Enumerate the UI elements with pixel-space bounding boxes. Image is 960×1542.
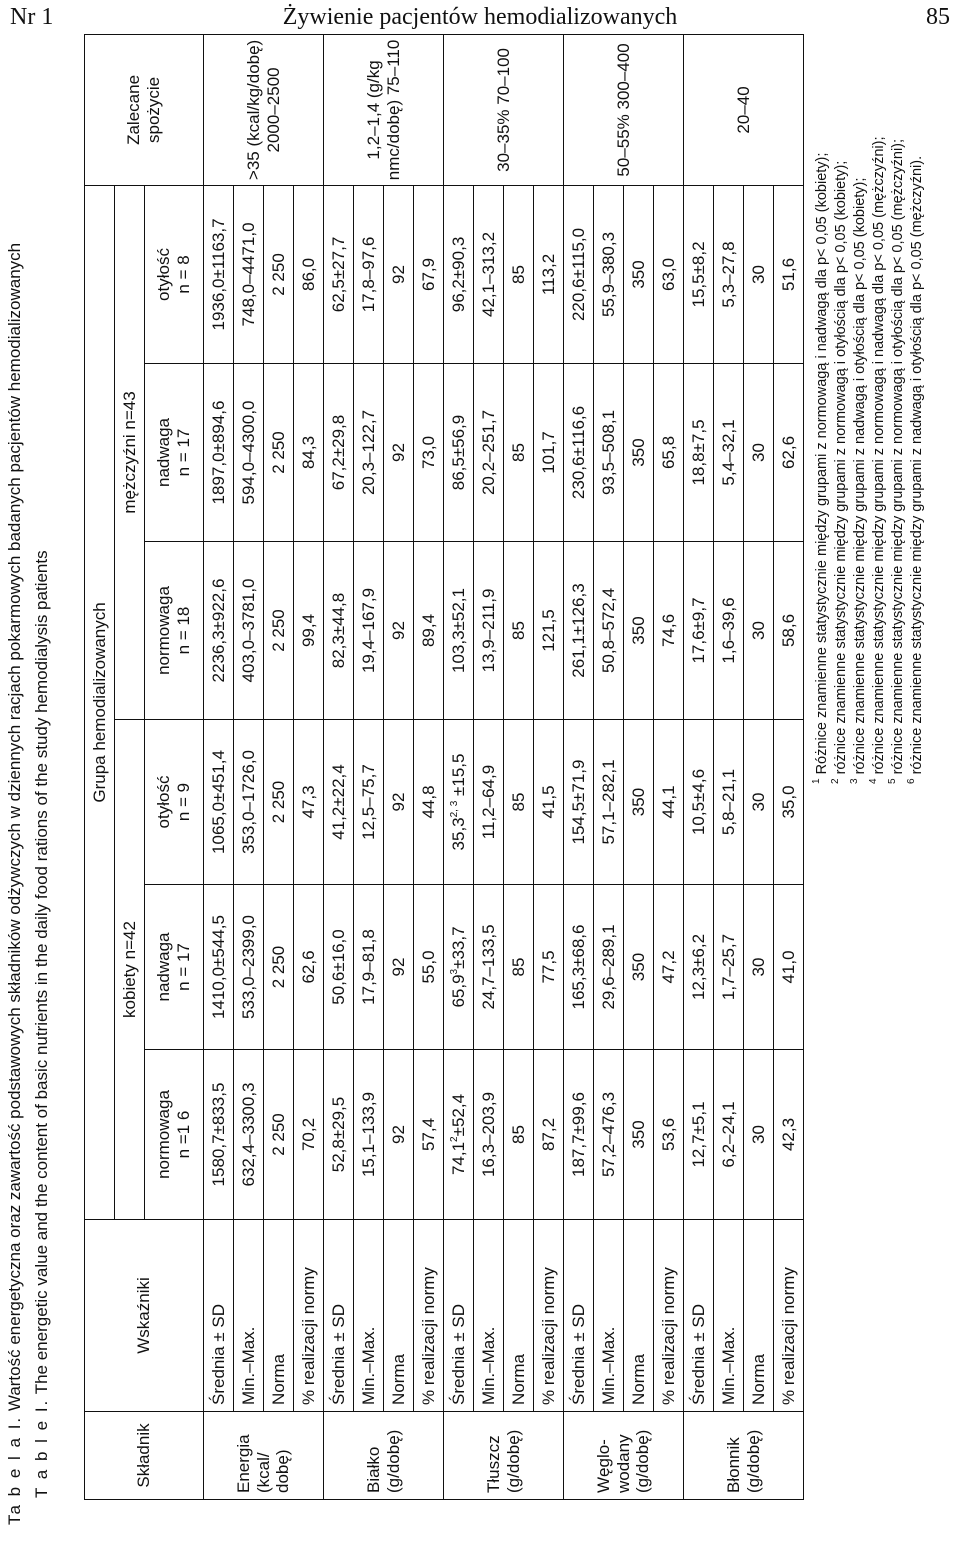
- table-cell: 62,6: [774, 364, 804, 542]
- table-cell: 101,7: [534, 364, 564, 542]
- table-cell: 18,8±7,5: [684, 364, 714, 542]
- table-cell: 2 250: [264, 364, 294, 542]
- table-cell: 30: [744, 364, 774, 542]
- table-cell: 154,5±71,9: [564, 720, 594, 885]
- subgroup-name: nadwaga: [154, 418, 174, 488]
- table-cell: 403,0–3781,0: [234, 542, 264, 720]
- table-row: [444, 34, 474, 1499]
- table-row: [594, 34, 624, 1499]
- table-cell: 12,5–75,7: [354, 720, 384, 885]
- table-cell: 16,3–203,9: [474, 1050, 504, 1220]
- table-row: [384, 34, 414, 1499]
- table-cell: 20,3–122,7: [354, 364, 384, 542]
- table-cell: 17,6±9,7: [684, 542, 714, 720]
- table-cell: 2 250: [264, 720, 294, 885]
- table-cell: 5,4–32,1: [714, 364, 744, 542]
- footnote-text: Różnice znamienne statystycznie między grupami z normowagą i nadwagą dla p< 0,05 (kobiety);: [814, 152, 830, 779]
- component-name: [324, 1412, 444, 1500]
- table-cell: 89,4: [414, 542, 444, 720]
- component-name: [564, 1412, 684, 1500]
- table-cell: 42,3: [774, 1050, 804, 1220]
- indicator-label: Norma: [384, 1220, 414, 1412]
- indicator-label: % realizacji normy: [774, 1220, 804, 1412]
- table-row: [324, 34, 354, 1499]
- table-cell: 19,4–167,9: [354, 542, 384, 720]
- table-cell: 230,6±116,6: [564, 364, 594, 542]
- table-cell: 2 250: [264, 185, 294, 363]
- table-row: [714, 34, 744, 1499]
- indicator-label: Norma: [744, 1220, 774, 1412]
- subgroup-n: n = 8: [174, 255, 193, 294]
- footnote: [908, 137, 927, 785]
- table-cell: 353,0–1726,0: [234, 720, 264, 885]
- component-name: [684, 1412, 804, 1500]
- table-cell: 50,6±16,0: [324, 885, 354, 1050]
- table-cell: 92: [384, 364, 414, 542]
- footnotes: [813, 137, 927, 785]
- footnote-text: różnice znamienne statystycznie między grupami z normowagą i nadwagą dla p< 0,05 (mężczyźni);: [871, 136, 887, 779]
- table-cell: 92: [384, 1050, 414, 1220]
- rotated-table-page: [0, 30, 955, 1530]
- table-cell: 594,0–4300,0: [234, 364, 264, 542]
- table-row: [564, 34, 594, 1499]
- footnote-text: różnice znamienne statystycznie między grupami z nadwagą i otyłością dla p< 0,05 (kobiety);: [852, 177, 868, 779]
- footnote: [813, 137, 832, 785]
- table-row: [474, 34, 504, 1499]
- table-cell: 87,2: [534, 1050, 564, 1220]
- footnote: [889, 137, 908, 785]
- indicator-label: % realizacji normy: [294, 1220, 324, 1412]
- table-cell: 30: [744, 720, 774, 885]
- subgroup-name: normowaga: [154, 586, 174, 675]
- component-name-line: Białko: [363, 1446, 383, 1493]
- table-cell: 1,6–39,6: [714, 542, 744, 720]
- table-cell: 29,6–289,1: [594, 885, 624, 1050]
- table-cell: 350: [624, 185, 654, 363]
- table-cell: 96,2±90,3: [444, 185, 474, 363]
- table-cell: 1,7–25,7: [714, 885, 744, 1050]
- footnote-number: 4: [868, 778, 879, 784]
- table-cell: 30: [744, 185, 774, 363]
- footnote-number: 2: [830, 778, 841, 784]
- recommended-intake: 20–40: [684, 34, 804, 185]
- table-cell: 82,3±44,8: [324, 542, 354, 720]
- subgroup-name: normowaga: [154, 1090, 174, 1179]
- table-row: [654, 34, 684, 1499]
- table-cell: 92: [384, 720, 414, 885]
- component-name-line: (g/dobę): [383, 1429, 403, 1493]
- table-cell: 44,1: [654, 720, 684, 885]
- table-cell: 165,3±68,6: [564, 885, 594, 1050]
- table-cell: 1580,7±833,5: [204, 1050, 234, 1220]
- table-cell: 47,2: [654, 885, 684, 1050]
- indicator-label: Min.–Max.: [234, 1220, 264, 1412]
- group-women: kobiety n=42: [115, 720, 145, 1220]
- indicator-label: Norma: [624, 1220, 654, 1412]
- table-cell: 113,2: [534, 185, 564, 363]
- table-cell: 1897,0±894,6: [204, 364, 234, 542]
- table-cell: 1065,0±451,4: [204, 720, 234, 885]
- indicator-label: Min.–Max.: [474, 1220, 504, 1412]
- table-cell: 51,6: [774, 185, 804, 363]
- table-cell: 42,1–313,2: [474, 185, 504, 363]
- table-row: [684, 34, 714, 1499]
- caption-english: T a b l e I. The energetic value and the content of basic nutrients in the daily food rations of the study hemodialysis patients: [32, 550, 51, 1498]
- table-cell: 350: [624, 364, 654, 542]
- col-group: Grupa hemodializowanych: [85, 185, 115, 1219]
- table-cell: 86,5±56,9: [444, 364, 474, 542]
- table-cell: 261,1±126,3: [564, 542, 594, 720]
- table-cell: 53,6: [654, 1050, 684, 1220]
- footnote-text: różnice znamienne statystycznie między grupami z normowagą i otyłością dla p< 0,05 (mężczyźni);: [890, 138, 906, 779]
- indicator-label: % realizacji normy: [534, 1220, 564, 1412]
- col-recommended: Zalecane spożycie: [85, 34, 204, 185]
- table-cell: 67,2±29,8: [324, 364, 354, 542]
- table-cell: 35,0: [774, 720, 804, 885]
- subgroup-header: [145, 720, 204, 885]
- indicator-label: Norma: [504, 1220, 534, 1412]
- table-cell: 63,0: [654, 185, 684, 363]
- table-cell: 77,5: [534, 885, 564, 1050]
- table-cell: 30: [744, 885, 774, 1050]
- table-row: [744, 34, 774, 1499]
- footnote-number: 3: [849, 778, 860, 784]
- running-title: Żywienie pacjentów hemodializowanych: [282, 4, 678, 30]
- table-cell: 103,3±52,1: [444, 542, 474, 720]
- table-row: [774, 34, 804, 1499]
- footnote-ref: 2, 3: [448, 800, 460, 818]
- table-cell: 533,0–2399,0: [234, 885, 264, 1050]
- subgroup-header: [145, 364, 204, 542]
- table-cell: 350: [624, 1050, 654, 1220]
- subgroup-name: otyłość: [154, 775, 174, 829]
- group-men: mężczyźni n=43: [115, 185, 145, 719]
- indicator-label: Min.–Max.: [714, 1220, 744, 1412]
- table-cell: 220,6±115,0: [564, 185, 594, 363]
- table-row: [294, 34, 324, 1499]
- indicator-label: Średnia ± SD: [444, 1220, 474, 1412]
- footnote-number: 5: [887, 778, 898, 784]
- component-name-line: (g/dobę): [743, 1429, 763, 1493]
- table-cell: 57,1–282,1: [594, 720, 624, 885]
- footnote-number: 1: [811, 778, 822, 784]
- recommended-intake: >35 (kcal/kg/dobę) 2000–2500: [204, 34, 324, 185]
- subgroup-n: n = 9: [174, 782, 193, 822]
- table-cell: 5,8–21,1: [714, 720, 744, 885]
- table-cell: 30: [744, 542, 774, 720]
- table-cell: $65,9^3\pm 33,7$: [444, 885, 474, 1050]
- indicator-label: % realizacji normy: [414, 1220, 444, 1412]
- table-cell: 84,3: [294, 364, 324, 542]
- table-cell: 10,5±4,6: [684, 720, 714, 885]
- table-cell: 50,8–572,4: [594, 542, 624, 720]
- table-row: [624, 34, 654, 1499]
- indicator-label: Min.–Max.: [594, 1220, 624, 1412]
- footnote: [870, 137, 889, 785]
- table-cell: 15,1–133,9: [354, 1050, 384, 1220]
- table-cell: 85: [504, 885, 534, 1050]
- recommended-intake: 1,2–1,4 (g/kg nmc/dobę) 75–110: [324, 34, 444, 185]
- table-cell: 13,9–211,9: [474, 542, 504, 720]
- table-row: [264, 34, 294, 1499]
- component-name-line: wodany: [613, 1434, 633, 1493]
- table-cell: 187,7±99,6: [564, 1050, 594, 1220]
- table-cell: 65,8: [654, 364, 684, 542]
- footnote: [832, 137, 851, 785]
- table-cell: 85: [504, 720, 534, 885]
- table-cell: 70,2: [294, 1050, 324, 1220]
- table-cell: 99,4: [294, 542, 324, 720]
- table-cell: 47,3: [294, 720, 324, 885]
- table-cell: 57,2–476,3: [594, 1050, 624, 1220]
- issue-number: Nr 1: [10, 4, 54, 30]
- subgroup-header: [145, 185, 204, 363]
- table-cell: 350: [624, 542, 654, 720]
- component-name: [444, 1412, 564, 1500]
- table-cell: 41,2±22,4: [324, 720, 354, 885]
- component-name: [204, 1412, 324, 1500]
- recommended-intake: 30–35% 70–100: [444, 34, 564, 185]
- table-cell: 20,2–251,7: [474, 364, 504, 542]
- table-cell: 92: [384, 885, 414, 1050]
- col-component: Składnik: [85, 1412, 204, 1500]
- indicator-label: Średnia ± SD: [204, 1220, 234, 1412]
- table-cell: 17,9–81,8: [354, 885, 384, 1050]
- table-cell: 93,5–508,1: [594, 364, 624, 542]
- table-cell: 748,0–4471,0: [234, 185, 264, 363]
- table-cell: 2 250: [264, 542, 294, 720]
- subgroup-header: [145, 542, 204, 720]
- table-cell: 62,6: [294, 885, 324, 1050]
- indicator-label: Średnia ± SD: [324, 1220, 354, 1412]
- component-name-line: (g/dobę): [503, 1429, 523, 1493]
- footnote-number: 6: [906, 778, 917, 784]
- footnote-text: różnice znamienne statystycznie między grupami z normowagą i otyłością dla p< 0,05 (kobiety);: [833, 160, 849, 779]
- table-cell: 74,6: [654, 542, 684, 720]
- table-cell: 2 250: [264, 885, 294, 1050]
- table-cell: 52,8±29,5: [324, 1050, 354, 1220]
- table-cell: 58,6: [774, 542, 804, 720]
- table-row: [534, 34, 564, 1499]
- subgroup-name: nadwaga: [154, 932, 174, 1002]
- subgroup-n: n = 17: [174, 943, 193, 991]
- table-cell: 57,4: [414, 1050, 444, 1220]
- subgroup-header: [145, 1050, 204, 1220]
- table-cell: 350: [624, 720, 654, 885]
- table-row: [234, 34, 264, 1499]
- table-cell: 17,8–97,6: [354, 185, 384, 363]
- table-cell: 1410,0±544,5: [204, 885, 234, 1050]
- table-cell: 2236,3±922,6: [204, 542, 234, 720]
- table-cell: 44,8: [414, 720, 444, 885]
- table-cell: 67,9: [414, 185, 444, 363]
- table-cell: 12,3±6,2: [684, 885, 714, 1050]
- table-cell: 11,2–64,9: [474, 720, 504, 885]
- table-cell: 41,5: [534, 720, 564, 885]
- table-cell: 6,2–24,1: [714, 1050, 744, 1220]
- subgroup-name: otyłość: [154, 248, 174, 301]
- table-cell: 30: [744, 1050, 774, 1220]
- indicator-label: Norma: [264, 1220, 294, 1412]
- recommended-intake: 50–55% 300–400: [564, 34, 684, 185]
- table-cell: 55,0: [414, 885, 444, 1050]
- subgroup-n: n = 17: [174, 428, 193, 477]
- table-cell: 1936,0±1163,7: [204, 185, 234, 363]
- table-cell: 2 250: [264, 1050, 294, 1220]
- table-cell: 86,0: [294, 185, 324, 363]
- table-cell: $35,3^{2, 3} \pm 15,5$: [444, 720, 474, 885]
- component-name-line: dobę): [273, 1449, 293, 1493]
- table-row: [414, 34, 444, 1499]
- table-cell: 85: [504, 185, 534, 363]
- table-cell: 73,0: [414, 364, 444, 542]
- table-cell: 92: [384, 185, 414, 363]
- table-cell: 632,4–3300,3: [234, 1050, 264, 1220]
- table-cell: 62,5±27,7: [324, 185, 354, 363]
- component-name-line: Błonnik: [723, 1437, 743, 1493]
- footnote-ref: 3: [448, 968, 460, 975]
- table-cell: 24,7–133,5: [474, 885, 504, 1050]
- footnote-ref: 2: [448, 1136, 460, 1142]
- footnote-text: różnice znamienne statystycznie między grupami z nadwagą i otyłością dla p< 0,05 (mężczyźni).: [909, 155, 925, 779]
- indicator-label: Min.–Max.: [354, 1220, 384, 1412]
- component-name-line: Energia: [234, 1434, 254, 1493]
- component-name-line: (kcal/: [253, 1452, 273, 1493]
- table-cell: $74,1^2\pm 52,4$: [444, 1050, 474, 1220]
- table-cell: 5,3–27,8: [714, 185, 744, 363]
- component-name-line: Tłuszcz: [483, 1435, 503, 1493]
- subgroup-header: [145, 885, 204, 1050]
- component-name-line: (g/dobę): [633, 1429, 653, 1493]
- table-cell: 55,9–380,3: [594, 185, 624, 363]
- footnote: [851, 137, 870, 785]
- table-cell: 92: [384, 542, 414, 720]
- table-cell: 12,7±5,1: [684, 1050, 714, 1220]
- table-cell: 85: [504, 364, 534, 542]
- table-cell: 121,5: [534, 542, 564, 720]
- table-row: [204, 34, 234, 1499]
- component-name-line: Węglo-: [594, 1439, 614, 1493]
- subgroup-n: n =1 6: [174, 1110, 193, 1159]
- col-indicators: Wskaźniki: [85, 1220, 204, 1412]
- table-cell: 41,0: [774, 885, 804, 1050]
- caption-polish: Ta b e l a I. Wartość energetyczna oraz zawartość podstawowych składników odżywczych w dziennych racjach pokarmowych badanych pacjentów hemodializowanych: [5, 242, 24, 1525]
- page-number: 85: [926, 4, 950, 30]
- table-row: [354, 34, 384, 1499]
- table-cell: 85: [504, 542, 534, 720]
- table-cell: 15,5±8,2: [684, 185, 714, 363]
- nutrient-table: [84, 34, 804, 1500]
- table-cell: 350: [624, 885, 654, 1050]
- indicator-label: Średnia ± SD: [564, 1220, 594, 1412]
- table-row: [504, 34, 534, 1499]
- table-cell: 85: [504, 1050, 534, 1220]
- subgroup-n: n = 18: [174, 606, 193, 655]
- indicator-label: % realizacji normy: [654, 1220, 684, 1412]
- indicator-label: Średnia ± SD: [684, 1220, 714, 1412]
